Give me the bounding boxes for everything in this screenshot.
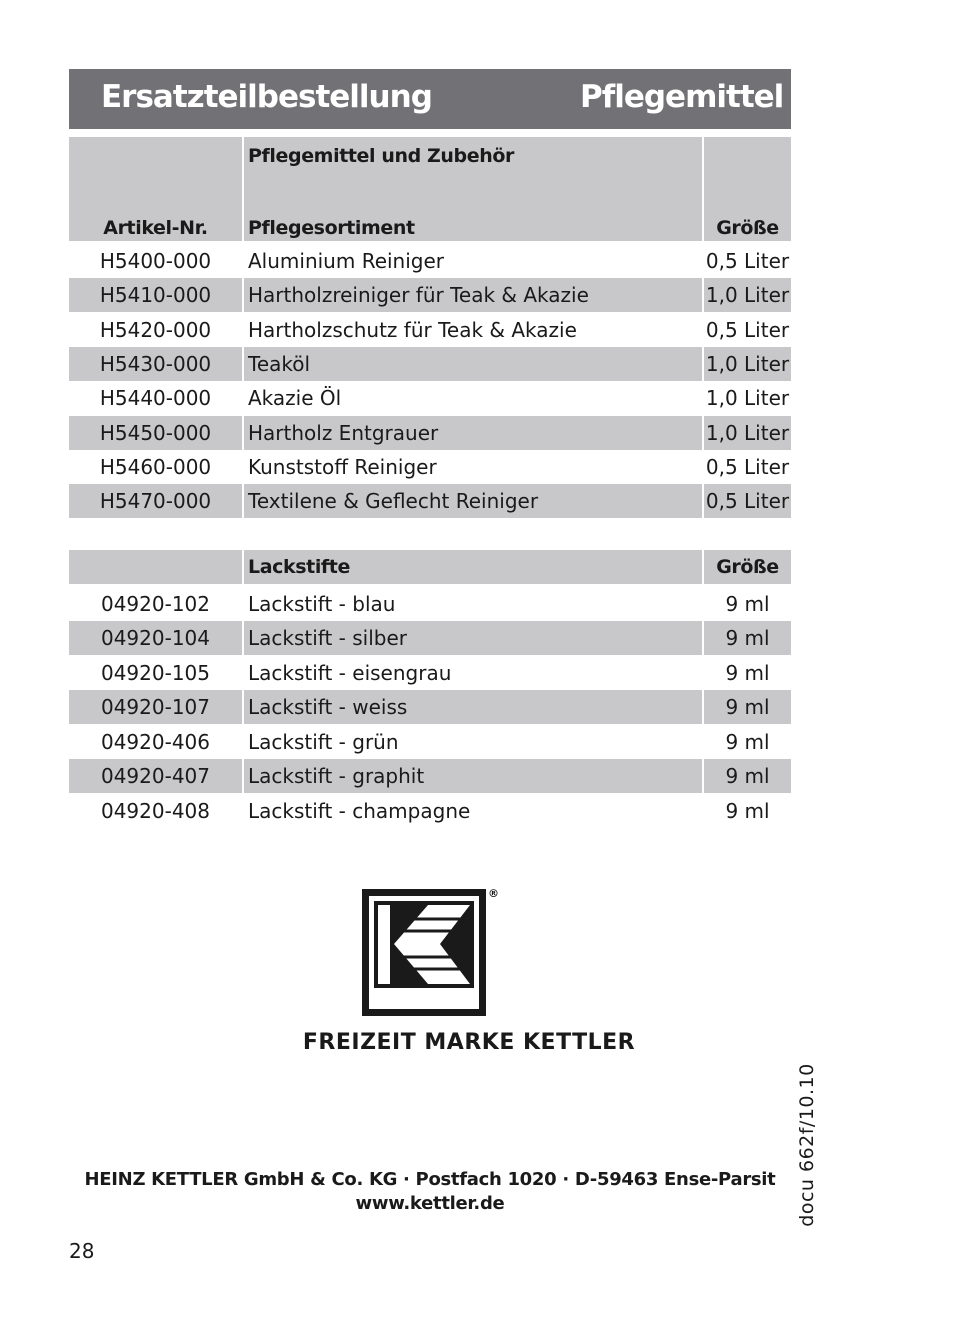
article-number: H5470-000: [69, 484, 242, 518]
product-size: 1,0 Liter: [705, 386, 790, 410]
paint-table-header: [69, 550, 791, 584]
header-size: Größe: [704, 550, 791, 584]
table-row: [69, 725, 791, 759]
article-number: 04920-407: [69, 759, 242, 793]
article-number: H5430-000: [69, 347, 242, 381]
document-code: docu 662f/10.10: [796, 1063, 818, 1227]
product-size: 1,0 Liter: [704, 278, 791, 312]
article-number: 04920-406: [100, 730, 210, 754]
product-name: Lackstift - champagne: [248, 799, 471, 823]
header-product: Pflegesortiment: [248, 217, 415, 239]
article-number: H5450-000: [69, 416, 242, 450]
table-row: [69, 416, 791, 450]
product-size: 9 ml: [725, 661, 770, 685]
product-size: 9 ml: [704, 759, 791, 793]
page-title: Ersatzteilbestellung: [101, 79, 432, 115]
title-banner: [69, 69, 791, 129]
table-row: [69, 450, 791, 484]
product-size: 9 ml: [704, 621, 791, 655]
product-name: Akazie Öl: [248, 386, 342, 410]
product-name: Lackstift - blau: [248, 592, 396, 616]
product-name: Lackstift - graphit: [244, 759, 702, 793]
product-size: 9 ml: [704, 690, 791, 724]
table-row: [69, 484, 791, 518]
product-name: Lackstift - weiss: [244, 690, 702, 724]
product-name: Teaköl: [244, 347, 702, 381]
product-size: 9 ml: [725, 592, 770, 616]
product-name: Lackstift - grün: [248, 730, 399, 754]
page-number: 28: [69, 1239, 95, 1263]
article-number: H5460-000: [99, 455, 212, 479]
article-number: 04920-107: [69, 690, 242, 724]
product-size: 0,5 Liter: [705, 318, 790, 342]
product-size: 9 ml: [725, 799, 770, 823]
product-size: 0,5 Liter: [705, 455, 790, 479]
product-name: Aluminium Reiniger: [248, 249, 445, 273]
product-size: 1,0 Liter: [704, 347, 791, 381]
section-title: Pflegemittel: [580, 79, 784, 115]
care-table-header: [69, 137, 791, 241]
article-number: H5420-000: [99, 318, 212, 342]
article-number: 04920-408: [100, 799, 210, 823]
product-size: 0,5 Liter: [704, 484, 791, 518]
article-number: H5400-000: [99, 249, 212, 273]
product-size: 1,0 Liter: [704, 416, 791, 450]
article-number: 04920-102: [100, 592, 210, 616]
article-number: H5440-000: [99, 386, 212, 410]
article-number: 04920-104: [69, 621, 242, 655]
table-row: [69, 656, 791, 690]
table-row: [69, 621, 791, 655]
table-row: [69, 759, 791, 793]
table-row: [69, 381, 791, 415]
header-size: Größe: [704, 137, 791, 241]
product-size: 9 ml: [725, 730, 770, 754]
header-article: Artikel-Nr.: [69, 137, 242, 241]
registered-mark: ®: [488, 887, 499, 900]
product-size: 0,5 Liter: [705, 249, 790, 273]
table-row: [69, 244, 791, 278]
table-row: [69, 313, 791, 347]
company-footer: [0, 1168, 860, 1216]
product-name: Kunststoff Reiniger: [248, 455, 437, 479]
table-row: [69, 587, 791, 621]
brand-slogan: FREIZEIT MARKE KETTLER: [302, 1030, 636, 1055]
company-address: HEINZ KETTLER GmbH & Co. KG · Postfach 1020 · D-59463 Ense-Parsit: [84, 1169, 776, 1190]
product-name: Textilene & Geflecht Reiniger: [244, 484, 702, 518]
product-name: Lackstift - eisengrau: [248, 661, 452, 685]
logo-text: KETTLER: [389, 992, 459, 1009]
product-name: Hartholzreiniger für Teak & Akazie: [244, 278, 702, 312]
product-name: Hartholz Entgrauer: [244, 416, 702, 450]
table-row: [69, 690, 791, 724]
group-label: Pflegemittel und Zubehör: [248, 145, 514, 167]
product-name: Lackstift - silber: [244, 621, 702, 655]
article-number: H5410-000: [69, 278, 242, 312]
kettler-logo: [362, 889, 486, 1016]
table-row: [69, 794, 791, 828]
company-website[interactable]: www.kettler.de: [355, 1193, 505, 1214]
article-number: 04920-105: [100, 661, 210, 685]
product-name: Hartholzschutz für Teak & Akazie: [248, 318, 577, 342]
header-product: Lackstifte: [244, 550, 702, 584]
table-row: [69, 347, 791, 381]
table-row: [69, 278, 791, 312]
header-article-empty: [69, 550, 242, 584]
header-product-group: [244, 137, 702, 241]
